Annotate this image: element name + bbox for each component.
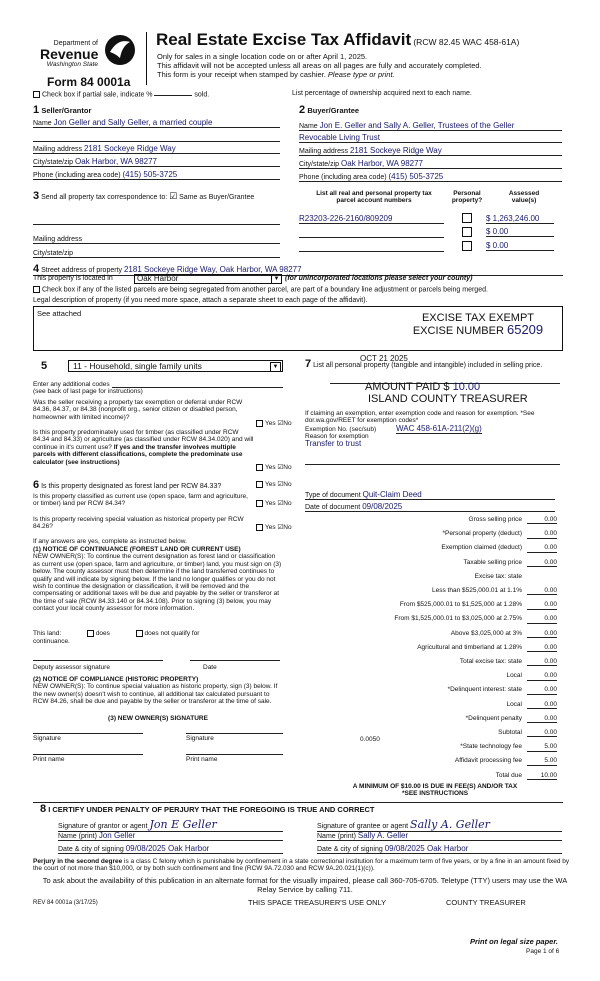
does-not-checkbox[interactable] (136, 630, 143, 637)
calc-value[interactable]: 0.00 (527, 715, 557, 723)
calc-label: Agricultural and timberland at 1.28% (417, 643, 522, 651)
notice-of-continuance: (1) NOTICE OF CONTINUANCE (FOREST LAND OR CURRENT USE) NEW OWNER(S): To continue the current designation as forest land or classification as current use (open space, farm and agriculture, or timber) land, you must sign on (3) below. The county assessor must then determine if the land transferred continues to qualify and will indicate by signing below. If the land no longer qualifies or you do not wish to continue the designation or classification, it will be removed and the compensating or additional taxes will be due and payable by the seller or transferor at the time of sale (RCW 84.33.140 or 84.34.108). Prior to signing (3) below, you may contact your local county assessor for more information. (33, 546, 282, 613)
seller-city-field[interactable]: City/state/zip Oak Harbor, WA 98277 (33, 157, 280, 167)
historic-question: Is this property receiving special valuation as historical property per RCW 84.26? (33, 516, 244, 531)
calc-value[interactable]: 0.00 (527, 530, 557, 538)
calc-label: From $1,525,000.01 to $3,025,000 at 2.75% (394, 615, 522, 623)
seller-name-line2[interactable] (33, 131, 280, 142)
buyer-phone-field[interactable]: Phone (including area code) (415) 505-3725 (299, 172, 562, 182)
calc-label: Taxable selling price (463, 558, 522, 566)
perjury-notice: Perjury in the second degree is a class C felony which is punishable by confinement in a state correctional institution for a maximum term of five years, or by a fine in an amount fixed by the court of not more than $10,000, or by both such confinement and fine (RCW 9A.72.030 and RCW 9A.20.021(1)(c)). (33, 858, 570, 873)
owner-signature-line-1[interactable] (33, 725, 143, 734)
calc-label: From $525,000.01 to $1,525,000 at 1.28% (399, 601, 522, 609)
local-rate: 0.0050 (360, 736, 380, 743)
q4-no-checkbox[interactable]: ☑ (277, 500, 284, 508)
calc-value[interactable]: 0.00 (527, 559, 557, 567)
calc-label: Subtotal (498, 729, 522, 736)
buyer-mailing-field[interactable]: Mailing address 2181 Sockeye Ridge Way (299, 146, 562, 156)
chevron-down-icon[interactable]: ▼ (270, 362, 281, 372)
parcel-col-header: List all real and personal property tax parcel account numbers (316, 190, 432, 205)
calc-value[interactable]: 0.00 (527, 672, 557, 680)
calc-label: Less than $525,000.01 at 1.1% (432, 587, 522, 594)
exemption-question: Was the seller receiving a property tax exemption or deferral under RCW 84.36, 84.37, or 84.38 (nonprofit org., senior citizen or disabled person, homeowner with limited income)? (33, 399, 243, 421)
buyer-heading: 2 Buyer/Grantee (299, 104, 360, 116)
q2-no-checkbox[interactable]: ☑ (277, 464, 284, 472)
calc-value[interactable]: 0.00 (527, 644, 557, 652)
q1-answers: Yes ☑No (256, 420, 292, 428)
land-use-select[interactable]: 11 - Household, single family units ▼ (68, 360, 283, 372)
parcel-number-1[interactable]: R23203-226-2160/809209 (299, 214, 444, 224)
q5-no-checkbox[interactable]: ☑ (277, 524, 284, 532)
assessed-value-3[interactable]: $ 0.00 (486, 241, 554, 251)
calc-value[interactable]: 0.00 (527, 516, 557, 524)
buyer-name-line2[interactable]: Revocable Living Trust (299, 133, 562, 143)
calc-value[interactable]: 0.00 (527, 701, 557, 709)
street-address-field[interactable]: 4 Street address of property 2181 Sockeye Ridge Way, Oak Harbor, WA 98277 (33, 263, 563, 276)
seller-heading: 1 Seller/Grantor (33, 104, 92, 116)
calc-label: Above $3,025,000 at 3% (450, 629, 522, 637)
location-row: This property is located in (33, 275, 113, 282)
calc-label: *Delinquent interest: state (447, 686, 522, 694)
q4-yes-checkbox[interactable] (256, 500, 263, 507)
county-treasurer-label: COUNTY TREASURER (446, 898, 526, 907)
page-number: Page 1 of 6 (526, 948, 560, 955)
buyer-name-field[interactable]: Name Jon E. Geller and Sally A. Geller, Trustees of the Geller (299, 121, 562, 131)
form-title: Real Estate Excise Tax Affidavit (RCW 82.45 WAC 458-61A) (156, 30, 520, 49)
form-instructions: Only for sales in a single location code on or after April 1, 2025. This affidavit will not be accepted unless all areas on all pages are fully and accurately completed. This form is your receipt when stamped by cashier. Please type or print. (157, 52, 482, 79)
q2-answers: Yes ☑No (256, 464, 292, 472)
treasurer-use-label: THIS SPACE TREASURER'S USE ONLY (248, 898, 387, 907)
calc-label: *Delinquent penalty (465, 714, 522, 722)
deputy-date-line[interactable] (190, 652, 280, 661)
seller-phone-field[interactable]: Phone (including area code) (415) 505-3725 (33, 170, 280, 180)
calc-value[interactable]: 5.00 (527, 757, 557, 765)
calc-label: Local (506, 700, 522, 708)
q1-no-checkbox[interactable]: ☑ (277, 420, 284, 428)
personal-col-header: Personal property? (451, 190, 483, 205)
location-note: (for unincorporated locations please select your county) (285, 275, 473, 282)
timber-question: Is this property predominately used for timber (as classified under RCW 84.34 and 84.33) or agriculture (as classified under RCW 84.34.020) and will continue in it's current use? If yes and the transfer involves multiple parcels with different classifications, complete the predominate use calculator (see instructions) (33, 429, 254, 466)
same-as-buyer-checkbox[interactable]: ☑ (169, 191, 178, 201)
does-checkbox[interactable] (87, 630, 94, 637)
additional-codes: Enter any additional codes (see back of last page for instructions) (33, 381, 283, 396)
owner-print-line-1[interactable] (33, 746, 143, 755)
owner-print-line-2[interactable] (186, 746, 283, 755)
forest-question: 6 Is this property designated as forest land per RCW 84.33? (33, 479, 222, 491)
new-owner-signature-title: (3) NEW OWNER(S) SIGNATURE (108, 715, 208, 722)
q3-yes-checkbox[interactable] (256, 481, 263, 488)
seller-name-field[interactable]: Name Jon Geller and Sally Geller, a married couple (33, 118, 280, 128)
personal-property-checkbox-1[interactable] (462, 213, 472, 223)
q3-answers: Yes ☑No (256, 481, 292, 489)
grantor-date-field[interactable]: Date & city of signing 09/08/2025 Oak Harbor (58, 844, 283, 854)
tax-correspondence-row: 3 Send all property tax correspondence to: ☑ Same as Buyer/Grantee (33, 190, 255, 202)
calc-value[interactable]: 0.00 (527, 587, 557, 595)
header-divider (146, 32, 147, 85)
location-select[interactable]: Oak Harbor ▼ (134, 274, 282, 284)
assessed-value-2[interactable]: $ 0.00 (486, 227, 554, 237)
calc-label: Affidavit processing fee (454, 757, 522, 765)
accessibility-notice: To ask about the availability of this publication in an alternate format for the visually impaired, please call 360-705-6705. Teletype (TTY) users may use the WA Relay Service by calling 711. (42, 876, 568, 894)
calc-value[interactable]: 10.00 (527, 772, 557, 780)
owner-signature-line-2[interactable] (186, 725, 283, 734)
parcel-number-3[interactable] (299, 241, 444, 252)
print-name-label-1: Print name (33, 756, 65, 763)
current-use-question: Is this property classified as current use (open space, farm and agriculture, or timber) land per RCW 84.34? (33, 493, 248, 508)
dept-logo-text: Department of Revenue Washington State (40, 40, 99, 68)
deputy-signature-label: Deputy assessor signature (33, 664, 110, 671)
calc-value[interactable]: 0.00 (527, 658, 557, 666)
signature-label-1: Signature (33, 735, 61, 742)
correspondence-city-field[interactable]: City/state/zip (33, 250, 280, 258)
segregated-checkbox[interactable] (33, 286, 40, 293)
exemption-number-field[interactable]: Exemption No. (sec/sub) WAC 458-61A-211(2)(g) (305, 424, 482, 433)
calc-value[interactable]: 0.00 (527, 729, 557, 737)
calc-value[interactable]: 0.00 (527, 615, 557, 623)
if-yes-note: If any answers are yes, complete as instructed below. (33, 538, 187, 545)
grantee-signature-field[interactable]: Signature of grantee or agent Sally A. Geller (317, 818, 562, 832)
calc-value[interactable]: 0.00 (527, 686, 557, 694)
exemption-reason-field[interactable]: Reason for exemption Transfer to trust (305, 433, 369, 449)
personal-property-question: 7 List all personal property (tangible and intangible) included in selling price. (305, 358, 543, 370)
assessed-value-1[interactable]: $ 1,263,246.00 (486, 214, 554, 224)
q3-no-checkbox[interactable]: ☑ (277, 481, 284, 489)
q2-yes-checkbox[interactable] (256, 464, 263, 471)
q1-yes-checkbox[interactable] (256, 420, 263, 427)
seller-mailing-field[interactable]: Mailing address 2181 Sockeye Ridge Way (33, 144, 280, 154)
grantor-name-field[interactable]: Name (print) Jon Geller (58, 831, 283, 841)
exemption-reason-line[interactable] (305, 458, 560, 465)
calc-value[interactable]: 0.00 (527, 630, 557, 638)
personal-property-checkbox-2[interactable] (462, 227, 472, 237)
partial-sale-checkbox[interactable] (33, 91, 40, 98)
partial-sale-row: Check box if partial sale, indicate % sold. (33, 91, 209, 98)
revision-label: REV 84 0001a (3/17/25) (33, 900, 98, 906)
treasurer-stamp: ISLAND COUNTY TREASURER (368, 393, 528, 405)
calc-label: Exemption claimed (deduct) (441, 544, 522, 552)
correspondence-name-line[interactable] (33, 214, 280, 225)
q5-yes-checkbox[interactable] (256, 524, 263, 531)
assessed-col-header: Assessed value(s) (508, 190, 540, 205)
notice-of-compliance: (2) NOTICE OF COMPLIANCE (HISTORIC PROPERTY) NEW OWNER(S): To continue special valuation as historic property, sign (3) below. If the new owner(s) doesn't wish to continue, all additional tax calculated pursuant to RCW 84.26, shall be due and payable by the seller or transferor at the time of sale. (33, 676, 278, 706)
q5-answers: Yes ☑No (256, 524, 292, 532)
amount-paid-stamp: AMOUNT PAID $ 10.00 (365, 381, 481, 393)
calc-label: *Personal property (deduct) (442, 530, 522, 538)
calc-label: Gross selling price (468, 516, 522, 523)
continuance-label: continuance. (33, 638, 70, 645)
calc-label: Local (506, 672, 522, 680)
personal-property-checkbox-3[interactable] (462, 241, 472, 251)
calc-label: *State technology fee (460, 743, 522, 751)
q4-answers: Yes ☑No (256, 500, 292, 508)
legal-description-box[interactable]: See attached (33, 306, 563, 351)
exemption-instructions: If claiming an exemption, enter exemption code and reason for exemption. *See dor.wa.gov/REET for exemption codes* (305, 410, 535, 425)
signature-label-2: Signature (186, 735, 214, 742)
legal-description-label: Legal description of property (if you need more space, attach a separate sheet to each page of the affidavit). (33, 297, 368, 304)
document-type-field[interactable]: Type of document Quit-Claim Deed (305, 490, 555, 500)
calc-value[interactable]: 0.00 (527, 601, 557, 609)
segregated-row: Check box if any of the listed parcels are being segregated from another parcel, are part of a boundary line adjustment or parcels being merged. (33, 286, 488, 293)
print-name-label-2: Print name (186, 756, 218, 763)
deputy-date-label: Date (203, 664, 217, 671)
calc-label: Total due (495, 771, 522, 779)
correspondence-mailing-field[interactable]: Mailing address (33, 236, 280, 244)
land-qualifies-row: This land: does does not qualify for (33, 630, 200, 638)
document-date-field[interactable]: Date of document 09/08/2025 (305, 502, 555, 512)
calc-value[interactable]: 0.00 (527, 544, 557, 552)
parcel-number-2[interactable] (299, 227, 444, 238)
grantor-signature-field[interactable]: Signature of grantor or agent Jon E Geller (58, 818, 283, 832)
chevron-down-icon[interactable]: ▼ (271, 275, 281, 283)
certify-statement: 8 I CERTIFY UNDER PENALTY OF PERJURY THAT THE FOREGOING IS TRUE AND CORRECT (40, 803, 375, 815)
form-number: Form 84 0001a (47, 75, 131, 89)
calc-value[interactable]: 5.00 (527, 743, 557, 751)
grantee-date-field[interactable]: Date & city of signing 09/08/2025 Oak Harbor (317, 844, 562, 854)
grantee-name-field[interactable]: Name (print) Sally A. Geller (317, 831, 562, 841)
deputy-signature-line[interactable] (33, 652, 163, 661)
revenue-logo-icon (100, 32, 140, 68)
ownership-note: List percentage of ownership acquired next to each name. (292, 90, 472, 97)
excise-exempt-stamp: EXCISE TAX EXEMPT EXCISE NUMBER 65209 (412, 312, 544, 337)
minimum-due-note: A MINIMUM OF $10.00 IS DUE IN FEE(S) AND/OR TAX *SEE INSTRUCTIONS (352, 783, 518, 798)
print-legal-note: Print on legal size paper. (470, 937, 558, 946)
received-date-stamp: OCT 21 2025 (360, 354, 408, 363)
calc-label: Excise tax: state (474, 572, 522, 580)
buyer-city-field[interactable]: City/state/zip Oak Harbor, WA 98277 (299, 159, 562, 169)
calc-label: Total excise tax: state (459, 658, 522, 665)
